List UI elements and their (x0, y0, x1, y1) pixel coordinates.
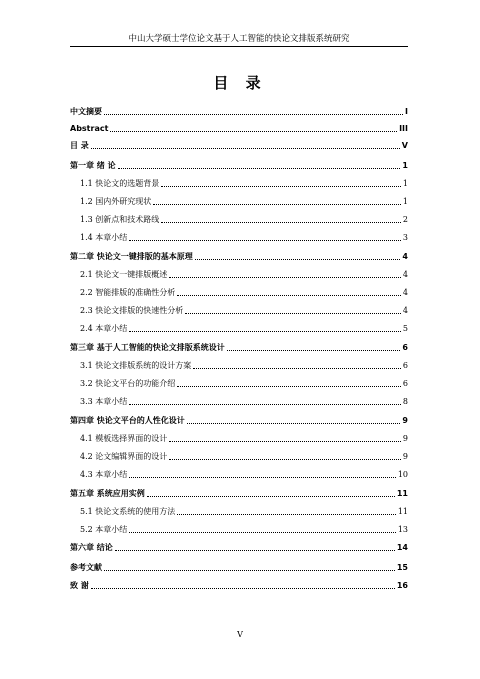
toc-entry-label: Abstract (70, 124, 109, 133)
toc-entry-label: 4.1 模板选择界面的设计 (80, 434, 168, 443)
toc-entry-page: 1 (402, 161, 408, 170)
dot-leader (161, 222, 401, 223)
toc-entry-page: 6 (402, 379, 408, 388)
toc-entry-page: 14 (396, 543, 408, 552)
toc-entry-page: 4 (402, 252, 408, 261)
dot-leader (227, 350, 401, 351)
dot-leader (104, 114, 403, 115)
toc-entry-label: 1.4 本章小结 (80, 233, 128, 242)
toc-entry-label: 参考文献 (70, 563, 102, 572)
toc-entry-page: 16 (396, 581, 408, 590)
toc-entry-label: 第二章 快论文一键排版的基本原理 (70, 252, 193, 261)
toc-entry (70, 120, 408, 134)
dot-leader (195, 259, 401, 260)
toc-entry-page: 1 (402, 197, 408, 206)
toc-entry (70, 157, 408, 171)
toc-entry-label: 中文摘要 (70, 107, 102, 116)
toc-entry (70, 375, 408, 389)
toc-entry-label: 第三章 基于人工智能的快论文排版系统设计 (70, 343, 225, 352)
toc-entry (70, 430, 408, 444)
toc-entry (70, 211, 408, 225)
toc-entry-label: 2.1 快论文一键排版概述 (80, 270, 168, 279)
toc-entry (70, 229, 408, 243)
dot-leader (177, 386, 401, 387)
toc-entry-page: 10 (397, 470, 408, 479)
toc-entry-page: 4 (402, 306, 408, 315)
toc-entry-page: III (399, 124, 408, 133)
toc-entry-label: 3.1 快论文排版系统的设计方案 (80, 361, 192, 370)
toc-entry-label: 2.4 本章小结 (80, 324, 128, 333)
toc-entry-page: 9 (402, 416, 408, 425)
toc-entry-page: 4 (402, 270, 408, 279)
toc-entry-page: 4 (402, 288, 408, 297)
dot-leader (129, 532, 396, 533)
toc-entry (70, 539, 408, 553)
toc-entry-page: 6 (402, 343, 408, 352)
toc-entry-label: 第四章 快论文平台的人性化设计 (70, 416, 185, 425)
dot-leader (169, 459, 401, 460)
dot-leader (115, 550, 395, 551)
toc-entry-page: 2 (402, 215, 408, 224)
toc-entry (70, 485, 408, 499)
toc-entry-page: 11 (397, 507, 408, 516)
toc-entry (70, 248, 408, 262)
toc-entry (70, 357, 408, 371)
dot-leader (147, 496, 395, 497)
toc-entry-label: 3.3 本章小结 (80, 397, 128, 406)
toc-entry-label: 第六章 结论 (70, 543, 113, 552)
toc-entry (70, 559, 408, 573)
toc-entry (70, 103, 408, 117)
toc-entry-page: 9 (402, 452, 408, 461)
dot-leader (177, 295, 401, 296)
dot-leader (187, 423, 401, 424)
page-number: V (237, 630, 243, 639)
dot-leader (110, 131, 397, 132)
toc-entry-label: 第一章 绪 论 (70, 161, 116, 170)
toc-entry-label: 2.3 快论文排版的快速性分析 (80, 306, 184, 315)
toc-entry-label: 1.1 快论文的选题背景 (80, 179, 160, 188)
toc-entry-page: 1 (402, 179, 408, 188)
dot-leader (169, 277, 401, 278)
dot-leader (161, 186, 401, 187)
toc-entry (70, 503, 408, 517)
toc-entry-label: 致 谢 (70, 581, 89, 590)
toc-entry-label: 1.2 国内外研究现状 (80, 197, 152, 206)
toc-entry (70, 577, 408, 591)
dot-leader (153, 204, 401, 205)
toc-entry (70, 466, 408, 480)
dot-leader (104, 570, 395, 571)
toc-entry-page: 8 (402, 397, 408, 406)
dot-leader (129, 331, 401, 332)
toc-entry-page: 15 (396, 563, 408, 572)
toc-entry (70, 339, 408, 353)
toc-entry-page: I (405, 107, 408, 116)
dot-leader (129, 404, 401, 405)
toc-entry (70, 266, 408, 280)
toc-entry-label: 第五章 系统应用实例 (70, 489, 145, 498)
toc-entry-page: 9 (402, 434, 408, 443)
toc-entry (70, 320, 408, 334)
toc-entry (70, 137, 408, 151)
dot-leader (91, 588, 395, 589)
toc-entry-label: 4.2 论文编辑界面的设计 (80, 452, 168, 461)
page-title: 目 录 (213, 74, 267, 92)
toc-entry (70, 302, 408, 316)
toc-entry-page: 13 (397, 525, 408, 534)
toc-entry (70, 175, 408, 189)
dot-leader (129, 240, 401, 241)
toc-entry-page: 11 (396, 489, 408, 498)
toc-entry-label: 目 录 (70, 141, 89, 150)
toc-entry (70, 393, 408, 407)
toc-entry-label: 3.2 快论文平台的功能介绍 (80, 379, 176, 388)
dot-leader (193, 368, 401, 369)
toc-entry (70, 412, 408, 426)
toc-entry (70, 521, 408, 535)
toc-entry (70, 284, 408, 298)
dot-leader (177, 514, 396, 515)
toc-entry (70, 193, 408, 207)
toc-entry-label: 2.2 智能排版的准确性分析 (80, 288, 176, 297)
dot-leader (129, 477, 396, 478)
toc-entry-label: 1.3 创新点和技术路线 (80, 215, 160, 224)
toc-entry-page: 6 (402, 361, 408, 370)
dot-leader (91, 148, 400, 149)
toc-entry-label: 5.1 快论文系统的使用方法 (80, 507, 176, 516)
toc-entry-page: 3 (402, 233, 408, 242)
dot-leader (185, 313, 401, 314)
toc-entry-page: 5 (402, 324, 408, 333)
toc-entry-page: V (401, 141, 408, 150)
dot-leader (118, 168, 401, 169)
dot-leader (169, 441, 401, 442)
running-header: 中山大学硕士学位论文基于人工智能的快论文排版系统研究 (70, 34, 408, 47)
toc-entry-label: 5.2 本章小结 (80, 525, 128, 534)
toc-entry (70, 448, 408, 462)
toc-entry-label: 4.3 本章小结 (80, 470, 128, 479)
